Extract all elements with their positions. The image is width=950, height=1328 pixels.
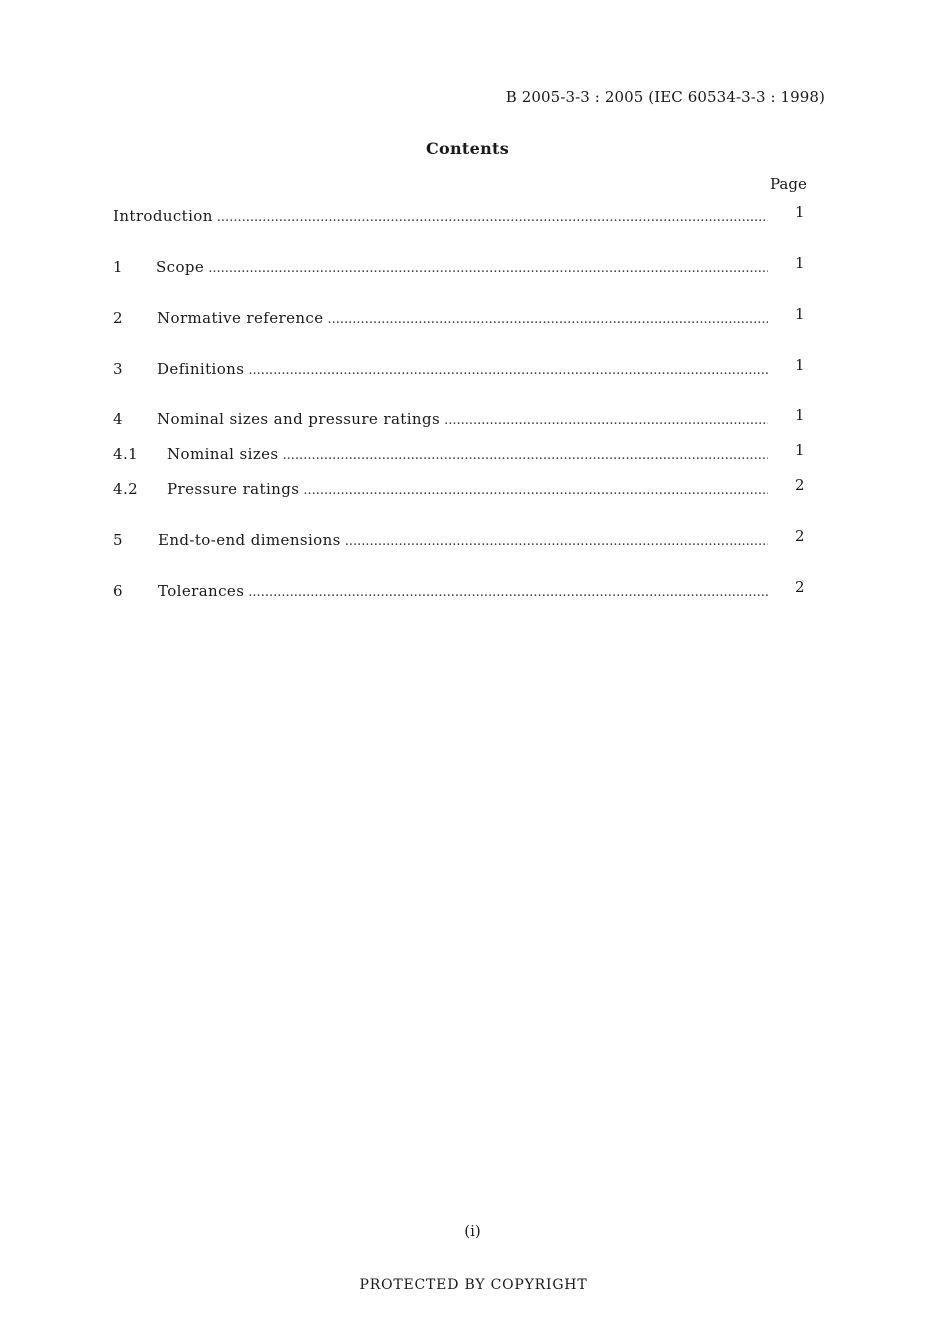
toc-entry-page: 2 <box>795 476 805 494</box>
toc-entry-pressure-ratings[interactable] <box>113 476 813 502</box>
toc-entry-title: End-to-end dimensions ..... <box>158 531 768 549</box>
copyright-notice: PROTECTED BY COPYRIGHT <box>359 1277 588 1293</box>
toc-entry-number: 2 <box>113 309 123 327</box>
toc-entry-number: 5 <box>113 531 123 549</box>
page-title: Contents <box>425 139 510 158</box>
toc-entry-title: Tolerances ..... <box>158 582 768 600</box>
toc-entry-title: Introduction ..... <box>113 207 768 225</box>
toc-entry-page: 2 <box>795 578 805 596</box>
toc-entry-page: 1 <box>795 441 805 459</box>
document-header: B 2005-3-3 : 2005 (IEC 60534-3-3 : 1998) <box>505 88 825 106</box>
toc-entry-number: 3 <box>113 360 123 378</box>
toc-entry-scope[interactable] <box>113 254 813 280</box>
dot-leader <box>283 448 768 463</box>
toc-entry-title: Normative reference ..... <box>157 309 768 327</box>
toc-entry-number: 4.1 <box>113 445 139 463</box>
toc-entry-nominal-sizes[interactable] <box>113 441 813 467</box>
toc-entry-number: 4 <box>113 410 123 428</box>
dot-leader <box>303 483 768 498</box>
footer-page-number: (i) <box>464 1222 481 1240</box>
toc-entry-nominal-sizes-and-pressure-ratings[interactable] <box>113 406 813 432</box>
toc-entry-page: 2 <box>795 527 805 545</box>
dot-leader <box>248 585 768 600</box>
toc-entry-end-to-end-dimensions[interactable] <box>113 527 813 553</box>
dot-leader <box>345 534 768 549</box>
page-column-label: Page <box>770 175 807 193</box>
toc-entry-number: 6 <box>113 582 123 600</box>
dot-leader <box>217 210 768 225</box>
toc-entry-title: Nominal sizes and pressure ratings ..... <box>157 410 768 428</box>
toc-entry-page: 1 <box>795 305 805 323</box>
toc-entry-definitions[interactable] <box>113 356 813 382</box>
toc-entry-page: 1 <box>795 254 805 272</box>
toc-entry-title: Scope ..... <box>156 258 768 276</box>
toc-entry-page: 1 <box>795 356 805 374</box>
toc-entry-page: 1 <box>795 203 805 221</box>
toc-entry-introduction[interactable] <box>113 203 813 229</box>
dot-leader <box>208 261 768 276</box>
toc-entry-page: 1 <box>795 406 805 424</box>
toc-entry-title: Pressure ratings ..... <box>167 480 768 498</box>
dot-leader <box>248 363 768 378</box>
toc-entry-normative-reference[interactable] <box>113 305 813 331</box>
toc-entry-number: 4.2 <box>113 480 139 498</box>
toc-entry-number: 1 <box>113 258 123 276</box>
dot-leader <box>444 413 768 428</box>
toc-entry-tolerances[interactable] <box>113 578 813 604</box>
toc-entry-title: Definitions ..... <box>157 360 768 378</box>
toc-entry-title: Nominal sizes ..... <box>167 445 768 463</box>
dot-leader <box>328 312 769 327</box>
